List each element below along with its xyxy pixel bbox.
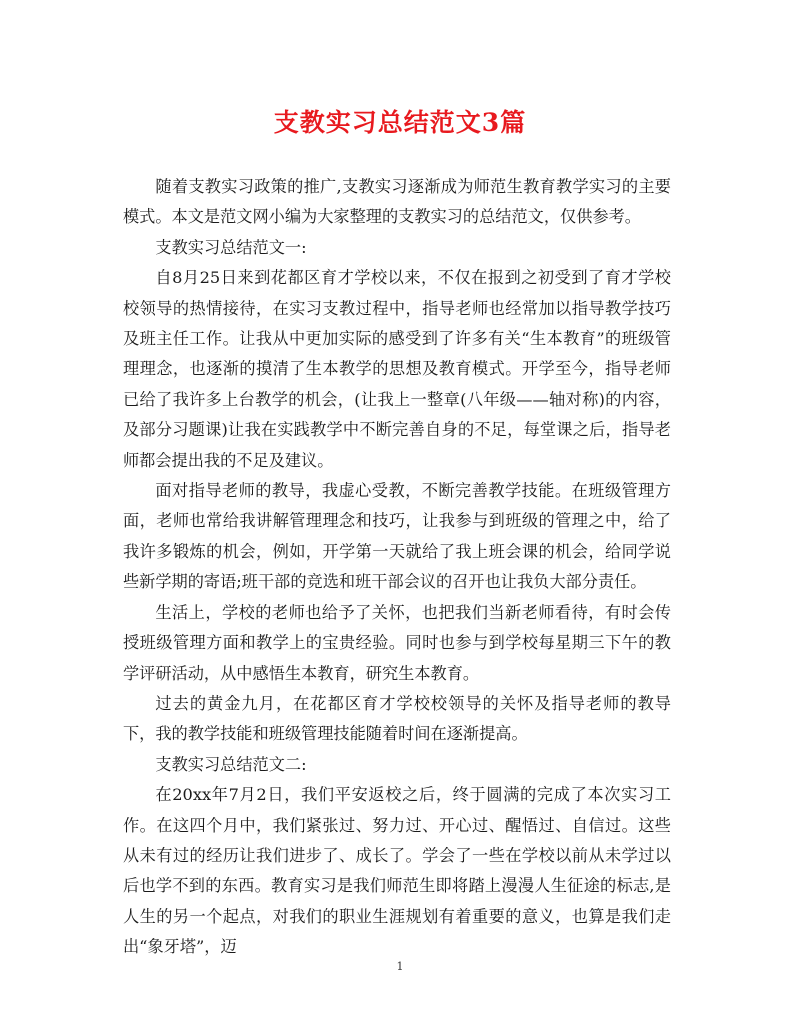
page-number: 1 <box>396 960 404 973</box>
body-paragraph: 过去的黄金九月，在花都区育才学校校领导的关怀及指导老师的教导下，我的教学技能和班级管理技能随着时间在逐渐提高。 <box>123 693 671 744</box>
section-heading-two: 支教实习总结范文二: <box>155 754 307 774</box>
body-paragraph: 生活上，学校的老师也给予了关怀，也把我们当新老师看待，有时会传授班级管理方面和教学上的宝贵经验。同时也参与到学校每星期三下午的教学评研活动，从中感悟生本教育，研究生本教育。 <box>123 602 671 683</box>
section-heading-one: 支教实习总结范文一: <box>155 237 307 257</box>
body-paragraph: 自8月25日来到花都区育才学校以来，不仅在报到之初受到了育才学校校领导的热情接待，在实习支教过程中，指导老师也经常加以指导教学技巧及班主任工作。让我从中更加实际的感受到了许多有关“生本教育”的班级管理理念，也逐渐的摸清了生本教学的思想及教育模式。开学至今，指导老师已给了我许多上台教学的机会，(让我上一整章(八年级——轴对称)的内容，及部分习题课)让我在实践教学中不断完善自身的不足，每堂课之后，指导老师都会提出我的不足及建议。 <box>123 268 671 470</box>
document-body <box>123 172 671 963</box>
body-paragraph: 在20xx年7月2日，我们平安返校之后，终于圆满的完成了本次实习工作。在这四个月中，我们紧张过、努力过、开心过、醒悟过、自信过。这些从未有过的经历让我们进步了、成长了。学会了一些在学校以前从未学过以后也学不到的东西。教育实习是我们师范生即将踏上漫漫人生征途的标志,是人生的另一个起点，对我们的职业生涯规划有着重要的意义，也算是我们走出“象牙塔”，迈 <box>123 785 671 957</box>
document-title: 支教实习总结范文3篇 <box>273 108 527 137</box>
body-paragraph: 面对指导老师的教导，我虚心受教，不断完善教学技能。在班级管理方面，老师也常给我讲解管理理念和技巧，让我参与到班级的管理之中，给了我许多锻炼的机会，例如，开学第一天就给了我上班会课的机会，给同学说些新学期的寄语;班干部的竞选和班干部会议的召开也让我负大部分责任。 <box>123 481 671 592</box>
intro-paragraph: 随着支教实习政策的推广,支教实习逐渐成为师范生教育教学实习的主要模式。本文是范文网小编为大家整理的支教实习的总结范文，仅供参考。 <box>123 177 671 227</box>
